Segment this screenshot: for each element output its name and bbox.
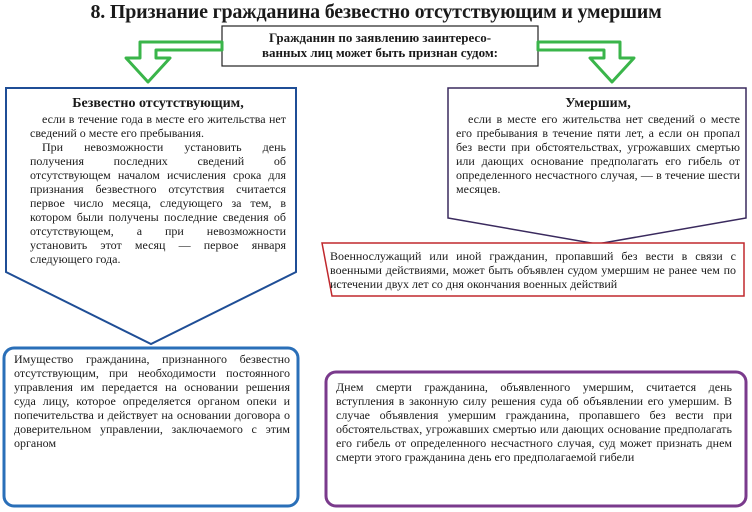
- death-day-text: Днем смерти гражданина, объявленного умершим, считается день вступления в законную силу решения суда об объявлении его умершим. В случае объявления умершим гражданина, пропавшего без вести при обстоятельствах, угрожавших смертью или дающих основание предполагать его гибель от определенного несчастного случая, суд может признать днем смерти этого гражданина день его предполагаемой гибели: [336, 380, 732, 464]
- center-line-2: ванных лиц может быть признан судом:: [261, 45, 499, 60]
- arrow-right-icon: [538, 42, 634, 82]
- property-text: Имущество гражданина, признанного безвестно отсутствующим, при необходимости постоянного управления им передается на основании решения суда лицу, которое определяется органом опеки и попечительства и действует на основании договора о доверительном управлении, заключаемого с этим органом: [14, 352, 290, 450]
- page-title: 8. Признание гражданина безвестно отсутствующим и умершим: [90, 1, 662, 23]
- missing-paragraph-1: если в течение года в месте его жительства нет сведений о месте его пребывания.: [30, 112, 286, 140]
- deceased-heading: Умершим,: [565, 96, 631, 111]
- deceased-paragraph: если в месте его жительства нет сведений о месте его пребывания в течение пяти лет, а если он пропал без вести при обстоятельствах, угрожавших смертью или дающих основание предполагать его гибель от определенного несчастного случая, — в течение шести месяцев.: [456, 112, 740, 196]
- missing-heading: Безвестно отсутствующим,: [72, 96, 244, 111]
- military-text: Военнослужащий или иной гражданин, пропавший без вести в связи с военными действиями, может быть объявлен судом умершим не ранее чем по истечении двух лет со дня окончания военных действий: [330, 249, 736, 291]
- center-line-1: Гражданин по заявлению заинтересо-: [268, 30, 492, 45]
- arrow-left-icon: [126, 42, 222, 82]
- center-box: [222, 26, 538, 66]
- missing-paragraph-2: При невозможности установить день получения последних сведений об отсутствующем началом исчисления срока для признания безвестного отсутствия считается первое число месяца, следующего за тем, в котором были получены последние сведения об отсутствующем, а при невозможности установить этот месяц — первое января следующего года.: [30, 140, 286, 266]
- missing-person-block: [30, 96, 286, 266]
- deceased-block: [456, 96, 740, 196]
